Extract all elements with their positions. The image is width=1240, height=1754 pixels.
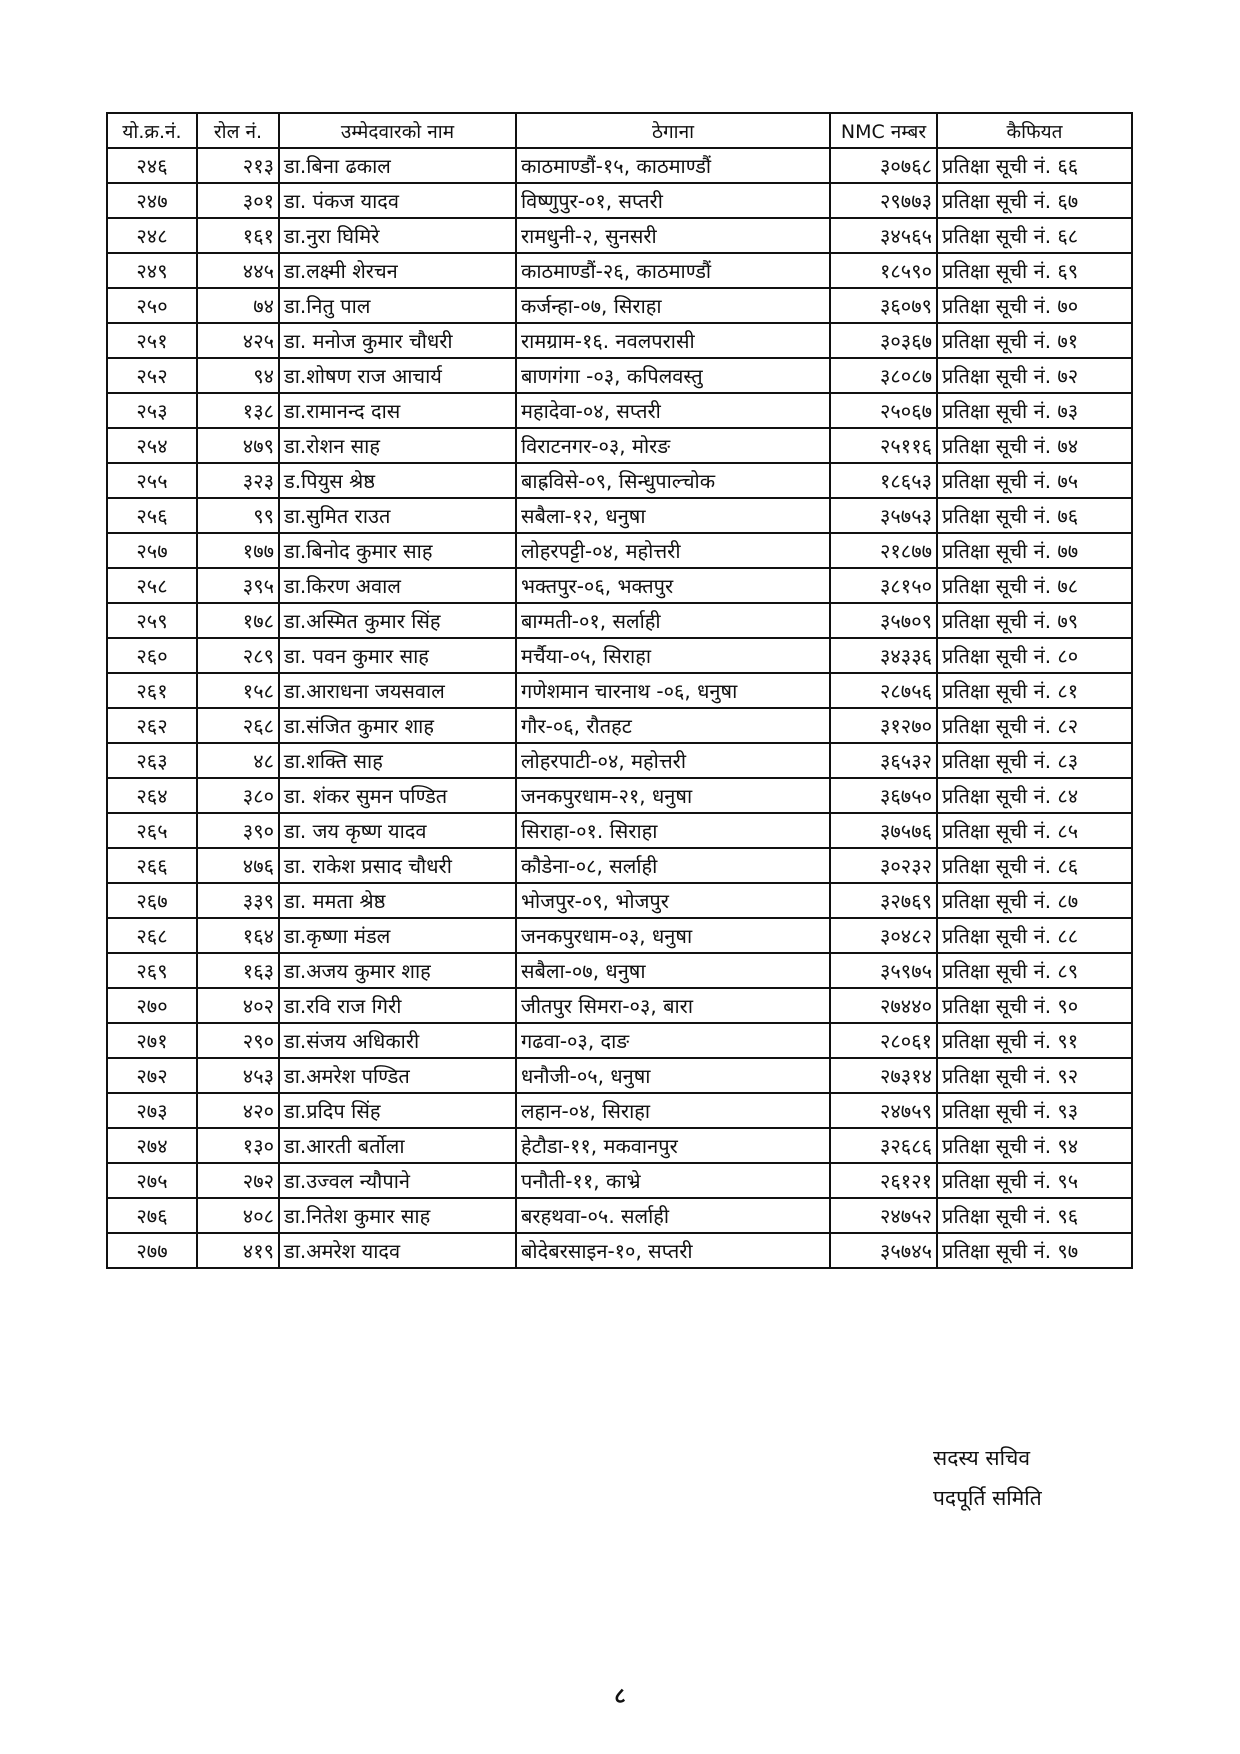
roll-number-cell: ४१९ [197,1233,279,1268]
remarks-cell: प्रतिक्षा सूची नं. ८६ [937,848,1132,883]
candidate-name-cell: डा.लक्ष्मी शेरचन [279,253,516,288]
address-cell: बाग्मती-०१, सर्लाही [516,603,830,638]
nmc-number-cell: ३८०८७ [830,358,937,393]
address-cell: रामग्राम-१६. नवलपरासी [516,323,830,358]
remarks-cell: प्रतिक्षा सूची नं. ६९ [937,253,1132,288]
address-cell: सिराहा-०१. सिराहा [516,813,830,848]
remarks-cell: प्रतिक्षा सूची नं. ८२ [937,708,1132,743]
address-cell: लोहरपाटी-०४, महोत्तरी [516,743,830,778]
remarks-cell: प्रतिक्षा सूची नं. ८४ [937,778,1132,813]
remarks-cell: प्रतिक्षा सूची नं. ९० [937,988,1132,1023]
table-row [107,1128,1132,1163]
roll-number-cell: १३० [197,1128,279,1163]
table-row [107,533,1132,568]
roll-number-cell: २९० [197,1023,279,1058]
address-cell: जीतपुर सिमरा-०३, बारा [516,988,830,1023]
remarks-cell: प्रतिक्षा सूची नं. ८५ [937,813,1132,848]
serial-number-cell: २६४ [107,778,197,813]
candidate-name-cell: डा.आरती बर्तोला [279,1128,516,1163]
serial-number-cell: २५८ [107,568,197,603]
table-row [107,323,1132,358]
serial-number-cell: २६३ [107,743,197,778]
remarks-cell: प्रतिक्षा सूची नं. ७३ [937,393,1132,428]
table-row [107,1163,1132,1198]
address-cell: महादेवा-०४, सप्तरी [516,393,830,428]
address-cell: गढवा-०३, दाङ [516,1023,830,1058]
table-row [107,918,1132,953]
address-cell: कर्जन्हा-०७, सिराहा [516,288,830,323]
remarks-cell: प्रतिक्षा सूची नं. ९४ [937,1128,1132,1163]
remarks-cell: प्रतिक्षा सूची नं. ९२ [937,1058,1132,1093]
address-cell: विष्णुपुर-०१, सप्तरी [516,183,830,218]
nmc-number-cell: ३०७६८ [830,148,937,183]
nmc-number-cell: ३५७५३ [830,498,937,533]
serial-number-cell: २५० [107,288,197,323]
address-cell: विराटनगर-०३, मोरङ [516,428,830,463]
remarks-cell: प्रतिक्षा सूची नं. ९६ [937,1198,1132,1233]
candidate-name-cell: डा.सुमित राउत [279,498,516,533]
address-cell: लहान-०४, सिराहा [516,1093,830,1128]
nmc-number-cell: ३६५३२ [830,743,937,778]
roll-number-cell: ९९ [197,498,279,533]
remarks-cell: प्रतिक्षा सूची नं. ८० [937,638,1132,673]
address-cell: भक्तपुर-०६, भक्तपुर [516,568,830,603]
table-header-row [107,113,1132,148]
remarks-cell: प्रतिक्षा सूची नं. ९७ [937,1233,1132,1268]
nmc-number-cell: ३२७६९ [830,883,937,918]
roll-number-cell: १३८ [197,393,279,428]
candidate-name-cell: डा. शंकर सुमन पण्डित [279,778,516,813]
table-row [107,778,1132,813]
roll-number-cell: ४८ [197,743,279,778]
table-row [107,953,1132,988]
serial-number-cell: २५५ [107,463,197,498]
roll-number-cell: ३९५ [197,568,279,603]
serial-number-cell: २४६ [107,148,197,183]
nmc-number-cell: २४७५९ [830,1093,937,1128]
nmc-number-cell: २८७५६ [830,673,937,708]
nmc-number-cell: ३६७५० [830,778,937,813]
table-row [107,673,1132,708]
remarks-cell: प्रतिक्षा सूची नं. ८९ [937,953,1132,988]
serial-number-cell: २७७ [107,1233,197,1268]
address-cell: धनौजी-०५, धनुषा [516,1058,830,1093]
address-cell: पनौती-११, काभ्रे [516,1163,830,1198]
candidate-name-cell: डा.अमरेश यादव [279,1233,516,1268]
roll-number-cell: १७७ [197,533,279,568]
serial-number-cell: २७४ [107,1128,197,1163]
nmc-number-cell: ३५७०९ [830,603,937,638]
roll-number-cell: २६८ [197,708,279,743]
serial-number-cell: २६९ [107,953,197,988]
roll-number-cell: ४४५ [197,253,279,288]
serial-number-cell: २५१ [107,323,197,358]
remarks-cell: प्रतिक्षा सूची नं. ७६ [937,498,1132,533]
serial-number-cell: २४८ [107,218,197,253]
address-cell: सबैला-१२, धनुषा [516,498,830,533]
candidate-name-cell: डा.संजित कुमार शाह [279,708,516,743]
nmc-number-cell: २८०६१ [830,1023,937,1058]
table-row [107,708,1132,743]
table-row [107,463,1132,498]
remarks-cell: प्रतिक्षा सूची नं. ७० [937,288,1132,323]
candidate-name-cell: डा.अजय कुमार शाह [279,953,516,988]
candidate-name-cell: ड.पियुस श्रेष्ठ [279,463,516,498]
roll-number-cell: ४०८ [197,1198,279,1233]
serial-number-cell: २६० [107,638,197,673]
remarks-cell: प्रतिक्षा सूची नं. ६८ [937,218,1132,253]
nmc-number-cell: ३७५७६ [830,813,937,848]
serial-number-cell: २६८ [107,918,197,953]
signature-committee: पदपूर्ति समिति [933,1486,1042,1510]
roll-number-cell: २७२ [197,1163,279,1198]
header-remarks: कैफियत [937,113,1132,148]
nmc-number-cell: २५०६७ [830,393,937,428]
address-cell: लोहरपट्टी-०४, महोत्तरी [516,533,830,568]
address-cell: भोजपुर-०९, भोजपुर [516,883,830,918]
remarks-cell: प्रतिक्षा सूची नं. ९३ [937,1093,1132,1128]
address-cell: काठमाण्डौं-१५, काठमाण्डौं [516,148,830,183]
remarks-cell: प्रतिक्षा सूची नं. ७४ [937,428,1132,463]
nmc-number-cell: ३५९७५ [830,953,937,988]
nmc-number-cell: २५११६ [830,428,937,463]
address-cell: गणेशमान चारनाथ -०६, धनुषा [516,673,830,708]
table-row [107,638,1132,673]
address-cell: काठमाण्डौं-२६, काठमाण्डौं [516,253,830,288]
roll-number-cell: २१३ [197,148,279,183]
nmc-number-cell: २७३१४ [830,1058,937,1093]
candidate-name-cell: डा. जय कृष्ण यादव [279,813,516,848]
candidate-name-cell: डा.किरण अवाल [279,568,516,603]
address-cell: गौर-०६, रौतहट [516,708,830,743]
address-cell: हेटौडा-११, मकवानपुर [516,1128,830,1163]
roll-number-cell: ४५३ [197,1058,279,1093]
serial-number-cell: २५४ [107,428,197,463]
candidate-name-cell: डा.कृष्णा मंडल [279,918,516,953]
address-cell: जनकपुरधाम-२१, धनुषा [516,778,830,813]
table-row [107,218,1132,253]
roll-number-cell: ४७६ [197,848,279,883]
roll-number-cell: १७८ [197,603,279,638]
candidate-name-cell: डा.प्रदिप सिंह [279,1093,516,1128]
roll-number-cell: ९४ [197,358,279,393]
serial-number-cell: २४९ [107,253,197,288]
header-candidate-name: उम्मेदवारको नाम [279,113,516,148]
nmc-number-cell: ३६०७९ [830,288,937,323]
header-roll-number: रोल नं. [197,113,279,148]
table-row [107,148,1132,183]
remarks-cell: प्रतिक्षा सूची नं. ७२ [937,358,1132,393]
table-row [107,743,1132,778]
nmc-number-cell: २७४४० [830,988,937,1023]
serial-number-cell: २७२ [107,1058,197,1093]
nmc-number-cell: ३५७४५ [830,1233,937,1268]
table-row [107,183,1132,218]
nmc-number-cell: ३१२७० [830,708,937,743]
table-row [107,288,1132,323]
serial-number-cell: २७३ [107,1093,197,1128]
roll-number-cell: १६४ [197,918,279,953]
roll-number-cell: ३८० [197,778,279,813]
candidate-name-cell: डा.अस्मित कुमार सिंह [279,603,516,638]
roll-number-cell: १६१ [197,218,279,253]
table-row [107,253,1132,288]
serial-number-cell: २७६ [107,1198,197,1233]
serial-number-cell: २६६ [107,848,197,883]
remarks-cell: प्रतिक्षा सूची नं. ८८ [937,918,1132,953]
table-row [107,603,1132,638]
table-row [107,848,1132,883]
page-number: ८ [614,1684,626,1709]
nmc-number-cell: २६१२१ [830,1163,937,1198]
candidate-name-cell: डा.रोशन साह [279,428,516,463]
nmc-number-cell: २९७७३ [830,183,937,218]
remarks-cell: प्रतिक्षा सूची नं. ७८ [937,568,1132,603]
roll-number-cell: ४२० [197,1093,279,1128]
candidate-name-cell: डा.बिना ढकाल [279,148,516,183]
remarks-cell: प्रतिक्षा सूची नं. ७१ [937,323,1132,358]
nmc-number-cell: ३८१५० [830,568,937,603]
candidate-name-cell: डा. राकेश प्रसाद चौधरी [279,848,516,883]
nmc-number-cell: ३४३३६ [830,638,937,673]
serial-number-cell: २६२ [107,708,197,743]
address-cell: रामधुनी-२, सुनसरी [516,218,830,253]
roll-number-cell: ७४ [197,288,279,323]
header-serial-number: यो.क्र.नं. [107,113,197,148]
table-row [107,813,1132,848]
address-cell: कौडेना-०८, सर्लाही [516,848,830,883]
table-row [107,358,1132,393]
roll-number-cell: ४२५ [197,323,279,358]
roll-number-cell: १६३ [197,953,279,988]
serial-number-cell: २५६ [107,498,197,533]
remarks-cell: प्रतिक्षा सूची नं. ८१ [937,673,1132,708]
candidate-name-cell: डा.शोषण राज आचार्य [279,358,516,393]
table-row [107,498,1132,533]
candidate-name-cell: डा. मनोज कुमार चौधरी [279,323,516,358]
serial-number-cell: २५२ [107,358,197,393]
address-cell: बाणगंगा -०३, कपिलवस्तु [516,358,830,393]
serial-number-cell: २६५ [107,813,197,848]
candidate-waitlist-table [106,112,1133,1269]
table-row [107,988,1132,1023]
nmc-number-cell: १८६५३ [830,463,937,498]
table-body [107,148,1132,1268]
candidate-name-cell: डा.नुरा घिमिरे [279,218,516,253]
nmc-number-cell: २१८७७ [830,533,937,568]
address-cell: सबैला-०७, धनुषा [516,953,830,988]
signature-title: सदस्य सचिव [933,1446,1031,1470]
roll-number-cell: ३९० [197,813,279,848]
remarks-cell: प्रतिक्षा सूची नं. ७५ [937,463,1132,498]
roll-number-cell: ३०१ [197,183,279,218]
candidate-name-cell: डा.शक्ति साह [279,743,516,778]
roll-number-cell: ४७९ [197,428,279,463]
table-row [107,1198,1132,1233]
table-row [107,428,1132,463]
candidate-name-cell: डा.रवि राज गिरी [279,988,516,1023]
table-row [107,1058,1132,1093]
serial-number-cell: २६१ [107,673,197,708]
nmc-number-cell: २४७५२ [830,1198,937,1233]
table-row [107,1093,1132,1128]
nmc-number-cell: ३४५६५ [830,218,937,253]
remarks-cell: प्रतिक्षा सूची नं. ८७ [937,883,1132,918]
roll-number-cell: ४०२ [197,988,279,1023]
remarks-cell: प्रतिक्षा सूची नं. ९१ [937,1023,1132,1058]
table-row [107,568,1132,603]
header-nmc-number: NMC नम्बर [830,113,937,148]
serial-number-cell: २६७ [107,883,197,918]
roll-number-cell: १५८ [197,673,279,708]
roll-number-cell: २८९ [197,638,279,673]
serial-number-cell: २४७ [107,183,197,218]
address-cell: जनकपुरधाम-०३, धनुषा [516,918,830,953]
remarks-cell: प्रतिक्षा सूची नं. ८३ [937,743,1132,778]
table-row [107,1233,1132,1268]
serial-number-cell: २७५ [107,1163,197,1198]
candidate-name-cell: डा.उज्वल न्यौपाने [279,1163,516,1198]
header-address: ठेगाना [516,113,830,148]
remarks-cell: प्रतिक्षा सूची नं. ७९ [937,603,1132,638]
remarks-cell: प्रतिक्षा सूची नं. ६७ [937,183,1132,218]
roll-number-cell: ३२३ [197,463,279,498]
nmc-number-cell: ३२६८६ [830,1128,937,1163]
table-row [107,1023,1132,1058]
candidate-name-cell: डा. पवन कुमार साह [279,638,516,673]
nmc-number-cell: ३०४८२ [830,918,937,953]
candidate-name-cell: डा.संजय अधिकारी [279,1023,516,1058]
remarks-cell: प्रतिक्षा सूची नं. ६६ [937,148,1132,183]
candidate-name-cell: डा. पंकज यादव [279,183,516,218]
nmc-number-cell: ३०२३२ [830,848,937,883]
serial-number-cell: २५७ [107,533,197,568]
table-row [107,393,1132,428]
candidate-name-cell: डा.नितेश कुमार साह [279,1198,516,1233]
address-cell: बाह्रविसे-०९, सिन्धुपाल्चोक [516,463,830,498]
candidate-name-cell: डा.अमरेश पण्डित [279,1058,516,1093]
nmc-number-cell: १८५९० [830,253,937,288]
table-row [107,883,1132,918]
address-cell: बोदेबरसाइन-१०, सप्तरी [516,1233,830,1268]
remarks-cell: प्रतिक्षा सूची नं. ९५ [937,1163,1132,1198]
serial-number-cell: २५९ [107,603,197,638]
candidate-name-cell: डा.आराधना जयसवाल [279,673,516,708]
serial-number-cell: २५३ [107,393,197,428]
candidate-name-cell: डा. ममता श्रेष्ठ [279,883,516,918]
serial-number-cell: २७१ [107,1023,197,1058]
roll-number-cell: ३३९ [197,883,279,918]
candidate-name-cell: डा.बिनोद कुमार साह [279,533,516,568]
serial-number-cell: २७० [107,988,197,1023]
candidate-name-cell: डा.रामानन्द दास [279,393,516,428]
address-cell: बरहथवा-०५. सर्लाही [516,1198,830,1233]
address-cell: मर्चैया-०५, सिराहा [516,638,830,673]
nmc-number-cell: ३०३६७ [830,323,937,358]
candidate-name-cell: डा.नितु पाल [279,288,516,323]
remarks-cell: प्रतिक्षा सूची नं. ७७ [937,533,1132,568]
